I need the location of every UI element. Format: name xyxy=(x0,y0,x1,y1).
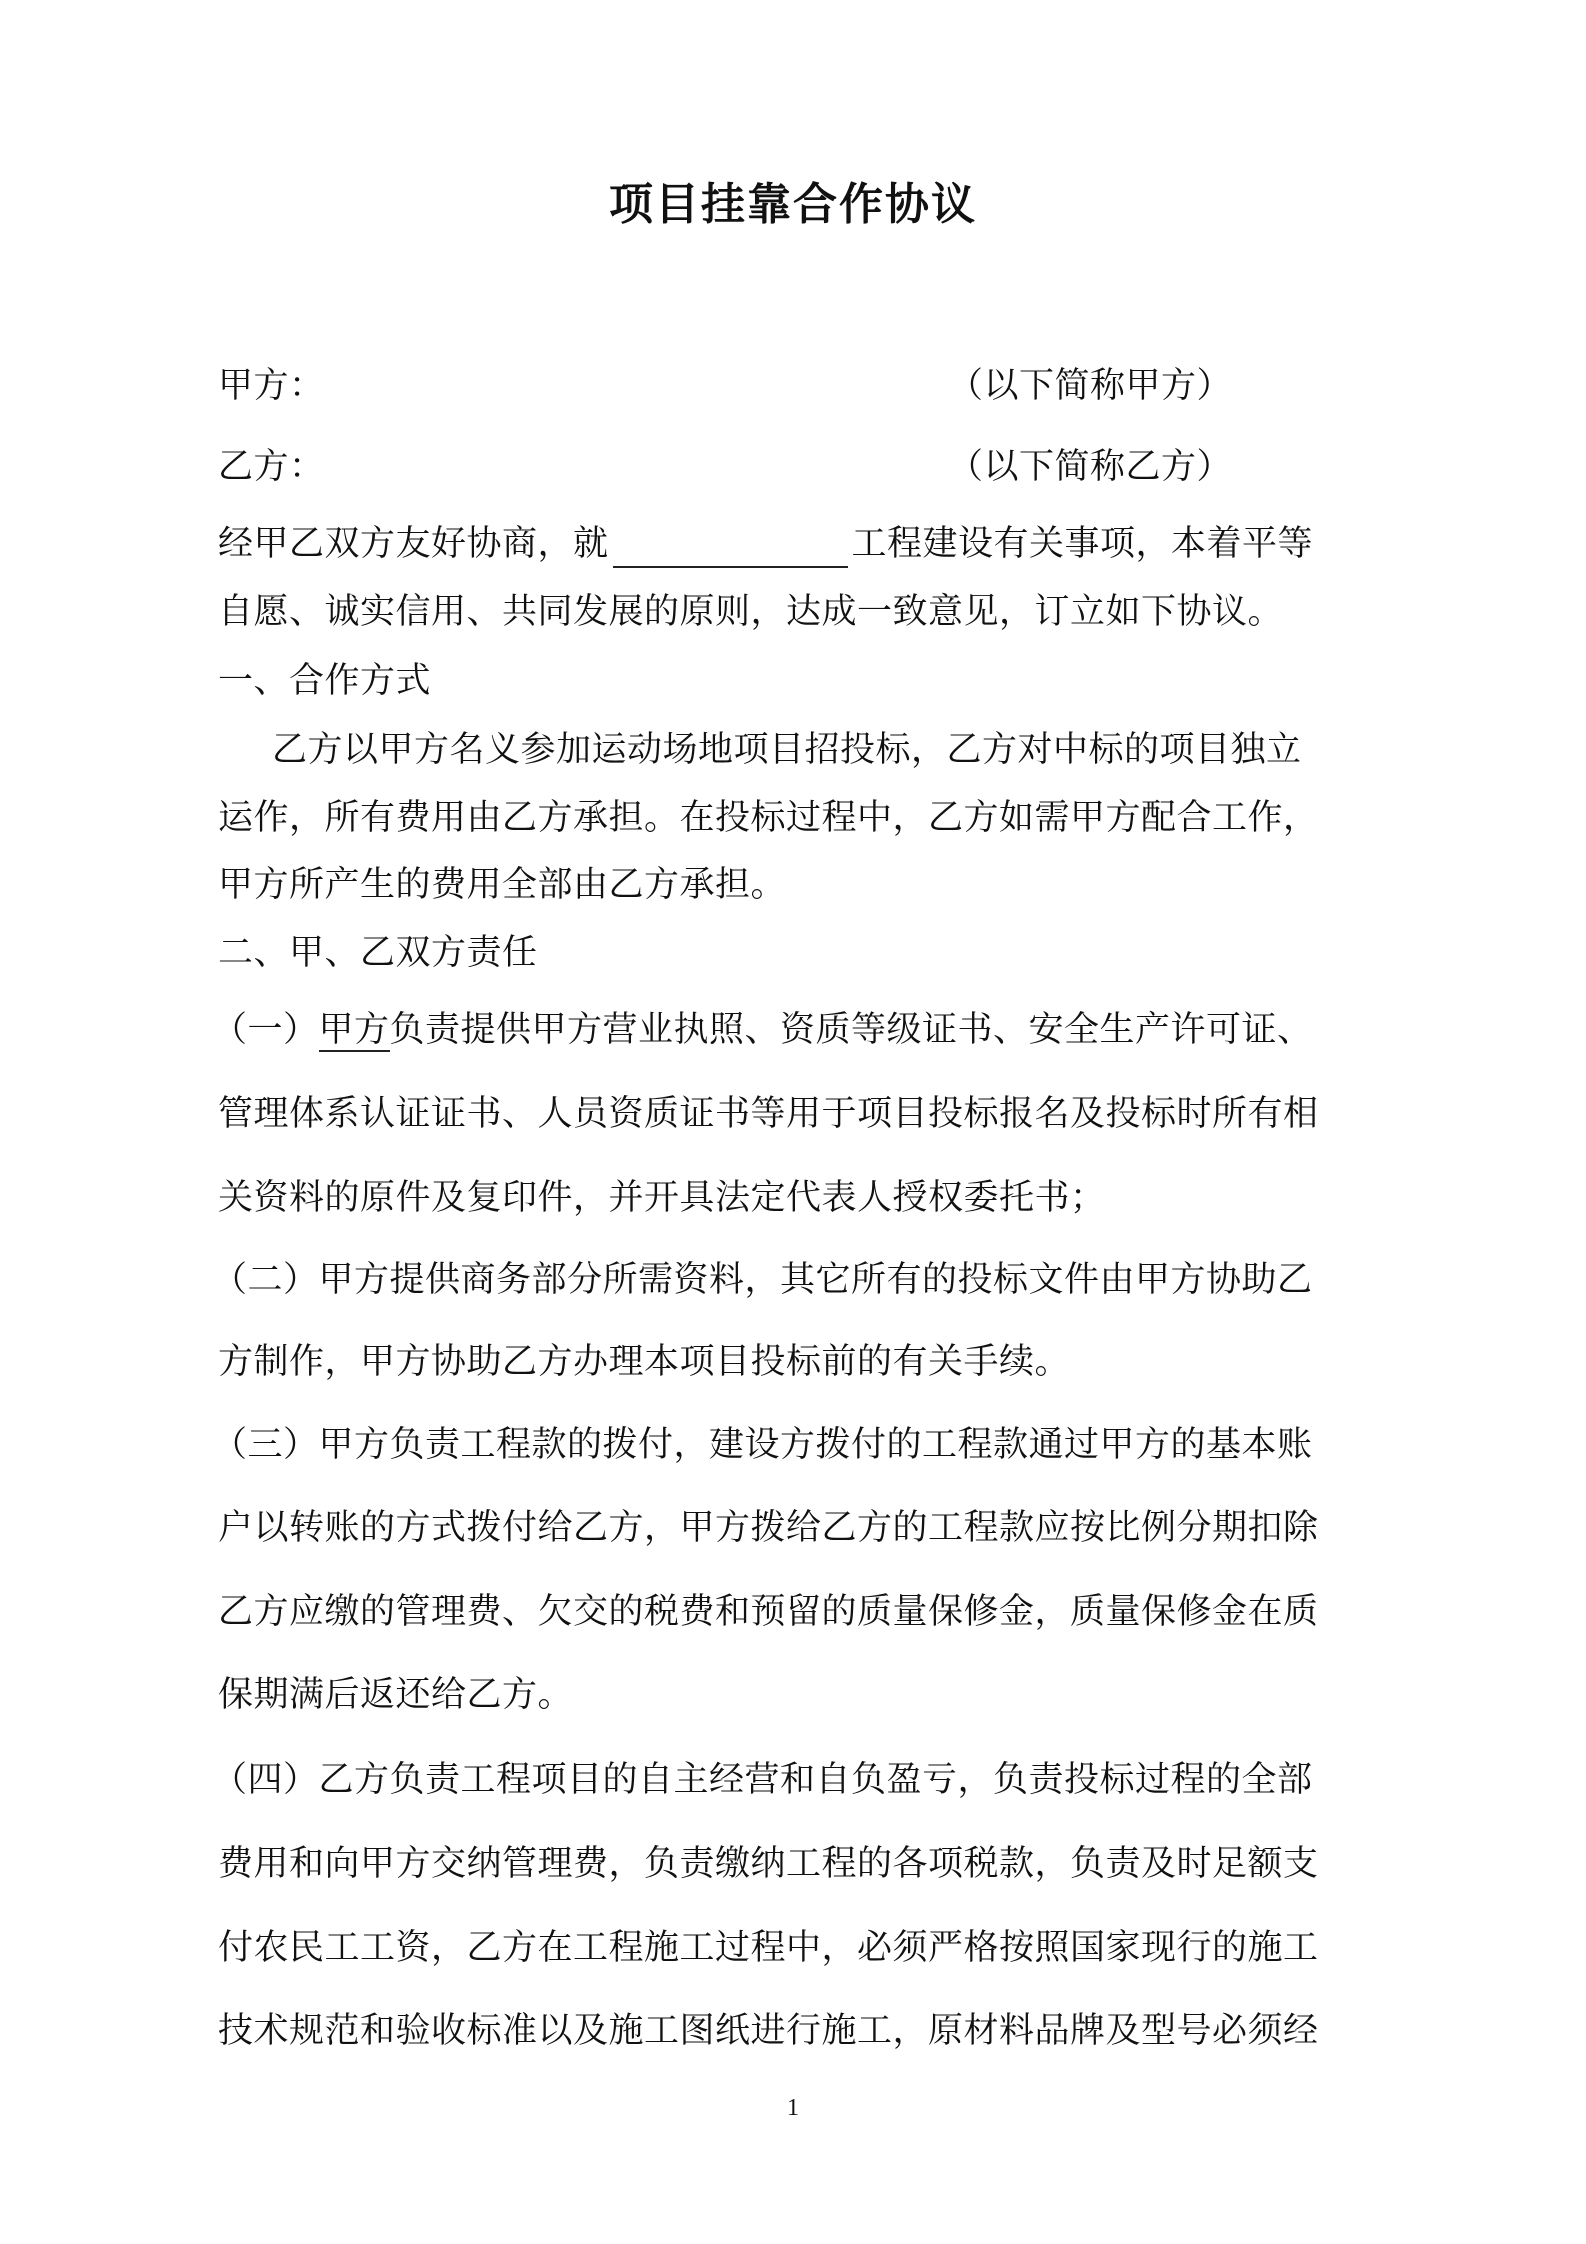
clause-3-line: 保期满后返还给乙方。 xyxy=(218,1675,574,1715)
page-number: 1 xyxy=(787,2095,799,2121)
intro-line-1 xyxy=(218,520,1313,568)
clause-1-text: 负责提供甲方营业执照、资质等级证书、安全生产许可证、 xyxy=(389,1010,1313,1050)
clause-1-line xyxy=(212,1006,1313,1054)
clause-4-line: （四）乙方负责工程项目的自主经营和自负盈亏，负责投标过程的全部 xyxy=(212,1760,1313,1800)
section-1-line: 甲方所产生的费用全部由乙方承担。 xyxy=(218,865,787,905)
clause-4-line: 技术规范和验收标准以及施工图纸进行施工，原材料品牌及型号必须经 xyxy=(218,2011,1319,2051)
clause-1-number: （一） xyxy=(212,1010,319,1050)
section-1-heading: 一、合作方式 xyxy=(218,661,432,701)
intro-text-pre: 经甲乙双方友好协商，就 xyxy=(218,524,609,564)
clause-3-line: （三）甲方负责工程款的拨付，建设方拨付的工程款通过甲方的基本账 xyxy=(212,1425,1313,1465)
party-a-label: 甲方： xyxy=(218,366,325,406)
party-b-label: 乙方： xyxy=(218,447,325,487)
intro-line-2: 自愿、诚实信用、共同发展的原则，达成一致意见，订立如下协议。 xyxy=(218,592,1284,632)
clause-1-underlined-text: 甲方 xyxy=(318,1010,390,1050)
clause-3-line: 户以转账的方式拨付给乙方，甲方拨给乙方的工程款应按比例分期扣除 xyxy=(218,1508,1319,1548)
clause-2-line: 方制作，甲方协助乙方办理本项目投标前的有关手续。 xyxy=(218,1342,1071,1382)
party-b-line xyxy=(218,443,325,491)
section-1-line: 乙方以甲方名义参加运动场地项目招投标，乙方对中标的项目独立 xyxy=(272,730,1302,770)
clause-2-line: （二）甲方提供商务部分所需资料，其它所有的投标文件由甲方协助乙 xyxy=(212,1260,1313,1300)
intro-text-post: 工程建设有关事项，本着平等 xyxy=(851,524,1314,564)
clause-4-line: 费用和向甲方交纳管理费，负责缴纳工程的各项税款，负责及时足额支 xyxy=(218,1844,1319,1884)
clause-1-line: 管理体系认证证书、人员资质证书等用于项目投标报名及投标时所有相 xyxy=(218,1094,1319,1134)
party-a-alias: （以下简称甲方） xyxy=(948,366,1233,406)
project-name-blank xyxy=(613,528,848,568)
section-2-heading: 二、甲、乙双方责任 xyxy=(218,933,538,973)
section-1-line: 运作，所有费用由乙方承担。在投标过程中，乙方如需甲方配合工作， xyxy=(218,798,1319,838)
clause-4-line: 付农民工工资，乙方在工程施工过程中，必须严格按照国家现行的施工 xyxy=(218,1928,1319,1968)
document-title: 项目挂靠合作协议 xyxy=(609,179,977,230)
clause-3-line: 乙方应缴的管理费、欠交的税费和预留的质量保修金，质量保修金在质 xyxy=(218,1592,1319,1632)
clause-1-line: 关资料的原件及复印件，并开具法定代表人授权委托书； xyxy=(218,1178,1106,1218)
party-b-alias: （以下简称乙方） xyxy=(948,447,1233,487)
party-a-line xyxy=(218,362,325,410)
